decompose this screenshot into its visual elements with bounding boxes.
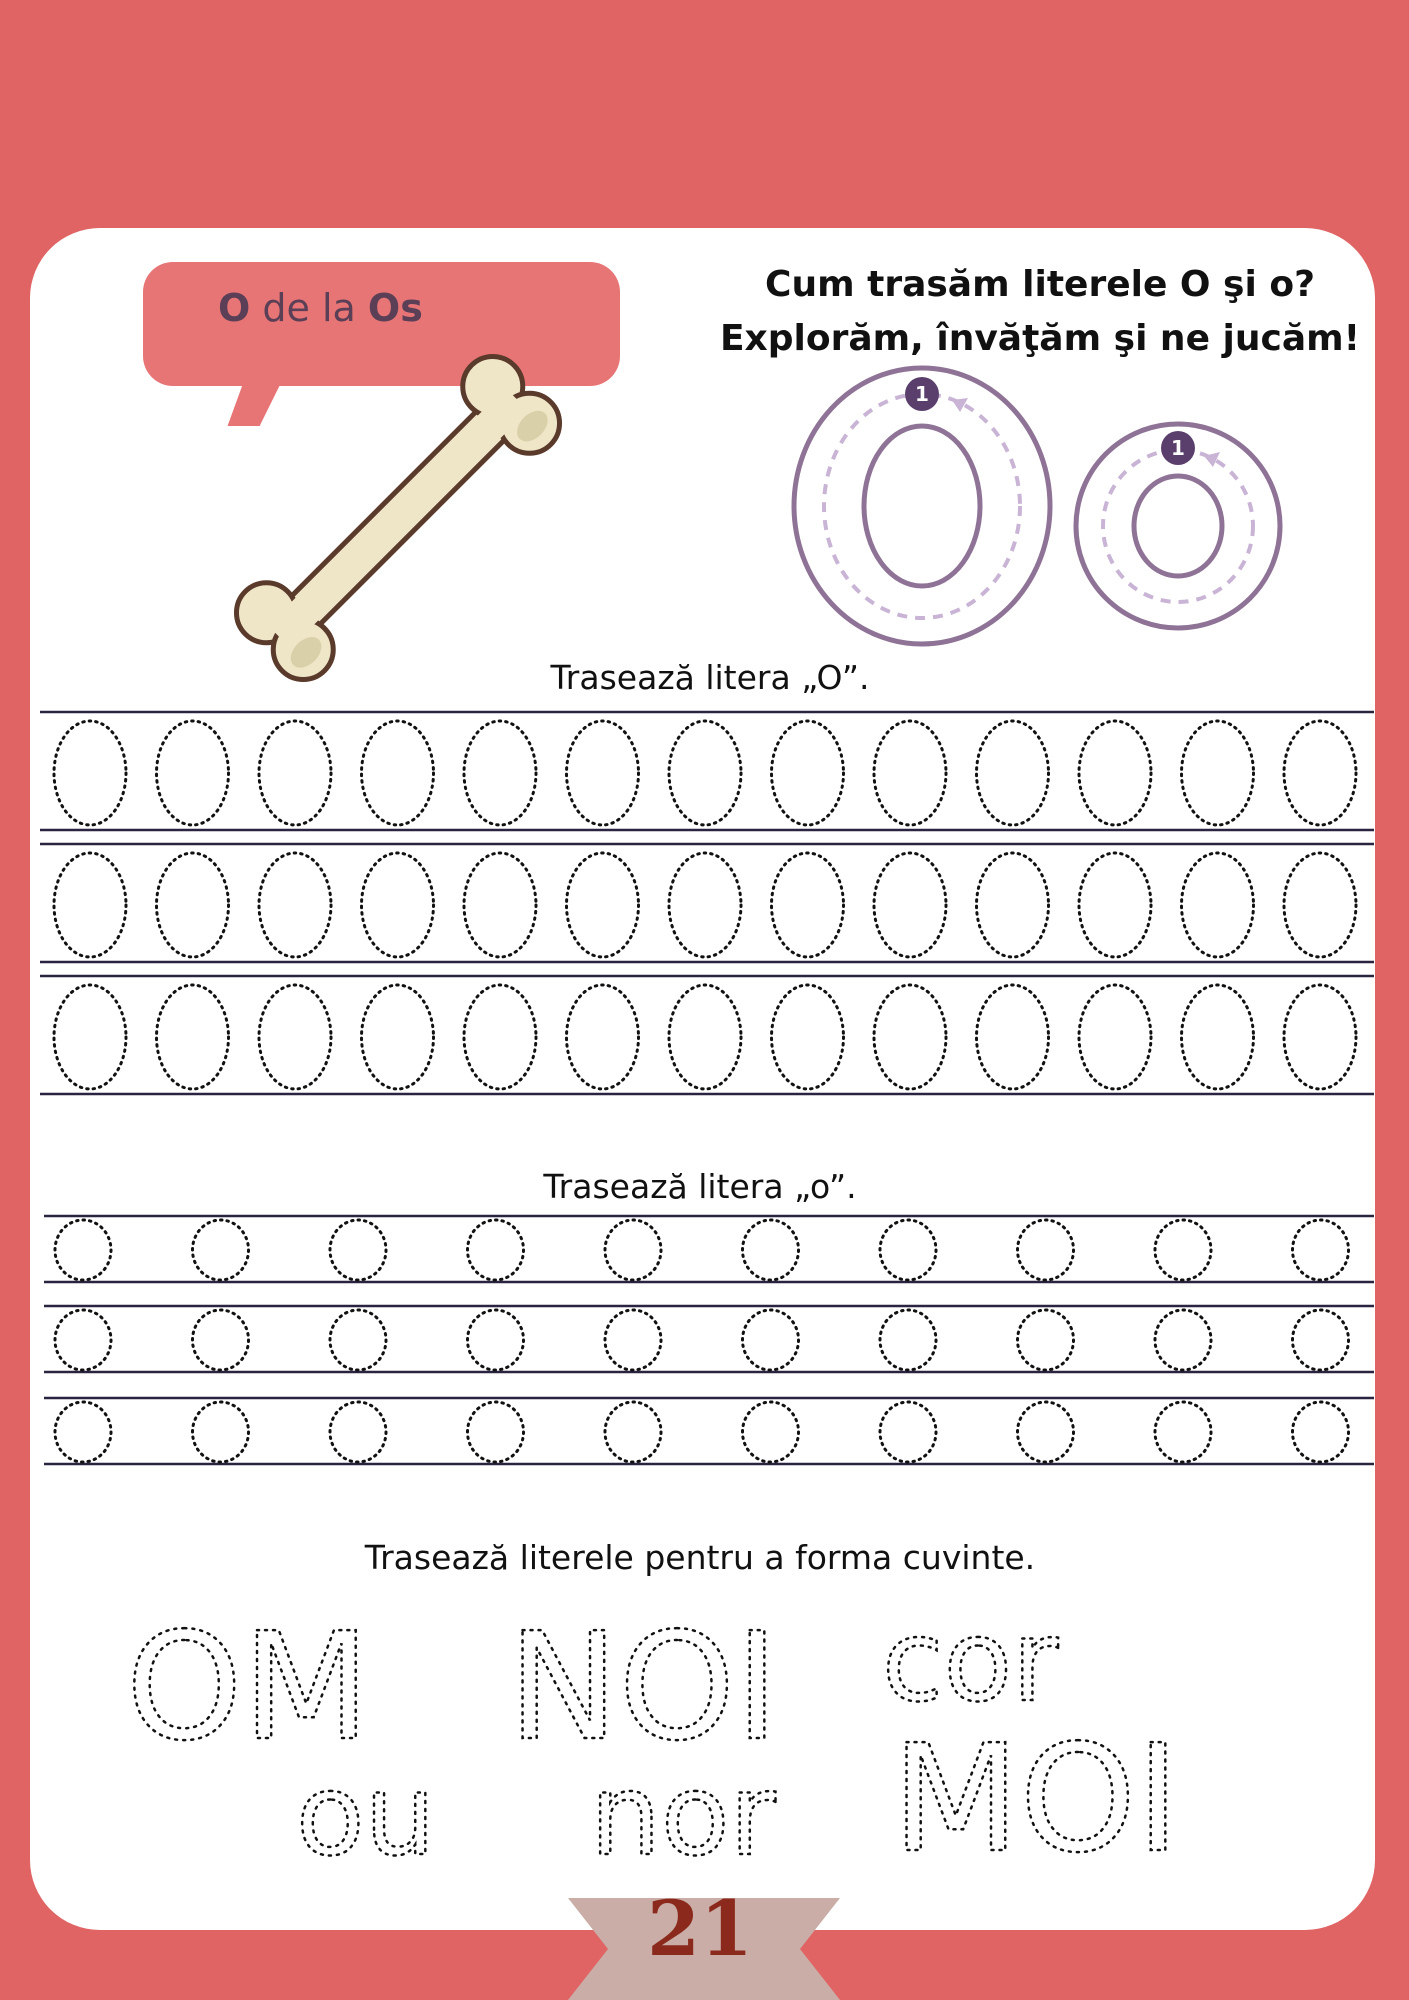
page-number: 21 [647,1884,753,1973]
word-noi: NOI [508,1601,779,1773]
uppercase-instruction: Trasează litera „O”. [550,658,870,697]
heading-line-1: Cum trasăm literele O şi o? [765,264,1315,305]
heading-line-2: Explorăm, învăţăm şi ne jucăm! [719,318,1361,359]
title-connector: de la [250,286,368,330]
uppercase-step-badge: 1 [915,382,929,406]
word-ou: ou [296,1751,436,1881]
lowercase-instruction: Trasează litera „o”. [543,1167,857,1206]
word-cor: cor [882,1597,1059,1727]
title-letter: O [218,286,251,330]
lowercase-step-badge: 1 [1171,436,1185,460]
word-nor: nor [590,1751,776,1881]
word-moi: MOI [892,1713,1180,1885]
word-om: OM [126,1601,371,1773]
words-instruction: Trasează literele pentru a forma cuvinte. [364,1538,1036,1577]
title-word: Os [367,286,423,330]
